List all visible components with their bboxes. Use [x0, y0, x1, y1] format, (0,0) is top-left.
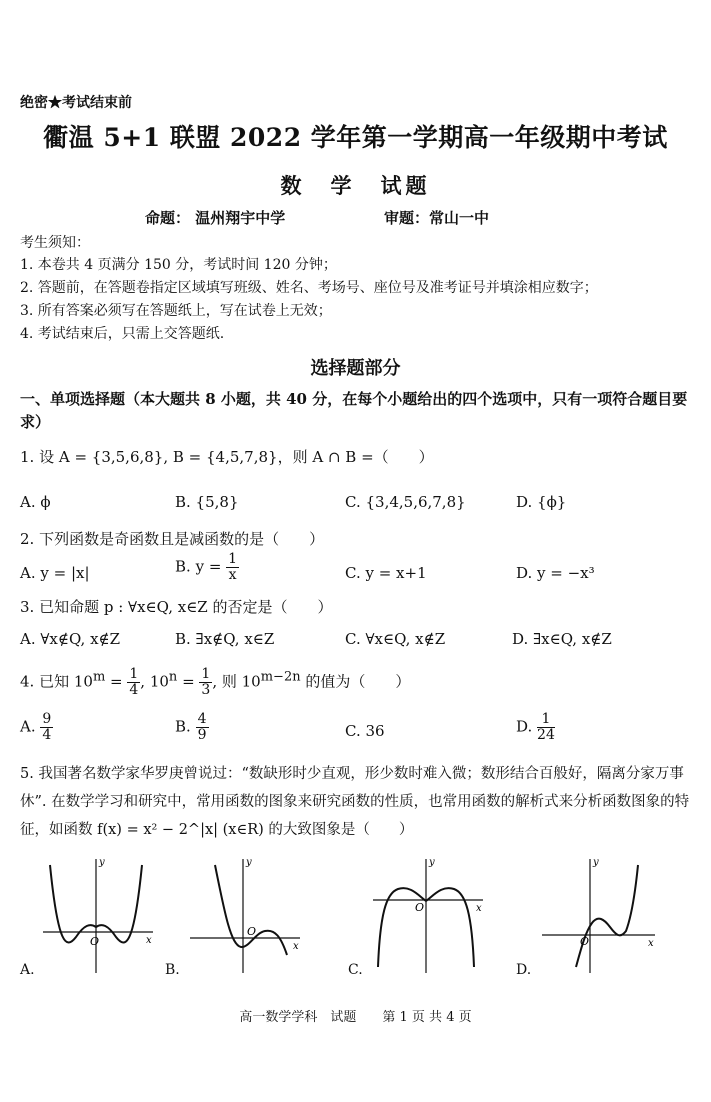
q2-option-b-fraction: [226, 552, 239, 583]
q2-option-b: [175, 552, 239, 583]
fraction-numerator: 4: [197, 711, 207, 727]
q4-fraction: [127, 667, 140, 698]
reviewer: 审题：常山一中: [384, 209, 490, 227]
x-label: x: [146, 935, 152, 946]
fraction-denominator: x: [228, 567, 237, 583]
q4-option-fraction: [40, 712, 53, 743]
question-5-stem: 5. 我国著名数学家华罗庚曾说过：“数缺形时少直观，形少数时难入微；数形结合百般好，隔离分家万事休”. 在数学学习和研究中，常用函数的图象来研究函数的性质，也常用函数的解析式来分析函数图象的特征，如函数 f(x) = x² − 2^|x| (x∈R) 的大致图象是（ ）: [20, 766, 690, 838]
q4-option-a: [20, 712, 53, 743]
fraction-denominator: 24: [537, 727, 555, 743]
q4-option-d: [516, 712, 555, 743]
q5-option-d: D.: [516, 962, 532, 978]
fraction-numerator: 1: [201, 666, 211, 682]
q2-option-d: D. y = −x³: [516, 564, 595, 582]
q1-option-b: B. {5,8}: [175, 493, 239, 511]
q5-graph-c: [368, 855, 488, 975]
q4-text: =: [105, 672, 128, 691]
fraction-numerator: 1: [228, 551, 238, 567]
question-3-stem: 3. 已知命题 p : ∀x∈Q, x∈Z 的否定是（ ）: [20, 598, 333, 616]
x-label: x: [648, 938, 654, 949]
x-label: x: [476, 903, 482, 914]
question-1-stem: 1. 设 A = {3,5,6,8}, B = {4,5,7,8}，则 A ∩ B =（ ）: [20, 448, 434, 466]
notice-heading: 考生须知：: [20, 235, 90, 251]
notice-item: 3. 所有答案必须写在答题纸上，写在试卷上无效；: [20, 303, 332, 319]
q4-exp: n: [168, 669, 178, 685]
q4-option-letter: D.: [516, 717, 533, 736]
q5-option-a: A.: [20, 962, 35, 978]
q4-option-fraction: [537, 712, 555, 743]
origin-label: O: [247, 925, 257, 938]
exam-title: 衢温 5+1 联盟 2022 学年第一学期高一年级期中考试: [43, 123, 668, 152]
part-heading: 一、单项选择题（本大题共 8 小题，共 40 分，在每个小题给出的四个选项中，只有一项符合题目要求）: [20, 390, 688, 431]
q2-option-a: A. y = |x|: [20, 564, 90, 582]
q5-option-b: B.: [165, 962, 180, 978]
notice-item: 1. 本卷共 4 页满分 150 分，考试时间 120 分钟；: [20, 257, 337, 273]
q4-exp: m: [92, 669, 106, 685]
page-footer: 高一数学学科 试题 第 1 页 共 4 页: [239, 1010, 472, 1025]
q2-option-c: C. y = x+1: [345, 564, 427, 582]
fraction-numerator: 9: [42, 711, 52, 727]
question-4-stem: [20, 667, 410, 698]
q3-option-c: C. ∀x∈Q, x∉Z: [345, 630, 446, 648]
y-label: y: [429, 857, 435, 868]
origin-label: O: [90, 935, 100, 948]
q4-option-letter: A.: [20, 717, 36, 736]
q4-option-c: C. 36: [345, 722, 385, 740]
q5-graph-d: [540, 855, 660, 975]
q2-option-b-prefix: y =: [195, 557, 222, 576]
q4-fraction: [199, 667, 212, 698]
y-label: y: [99, 857, 105, 868]
q1-option-d: D. {ϕ}: [516, 493, 567, 511]
q4-text: , 则 10: [212, 672, 261, 691]
q3-option-a: A. ∀x∉Q, x∉Z: [20, 630, 121, 648]
setter: 命题： 温州翔宇中学: [145, 209, 286, 227]
q4-exp: m−2n: [260, 669, 301, 685]
fraction-denominator: 4: [129, 682, 139, 698]
q1-option-a: A. ϕ: [20, 493, 51, 511]
q5-option-c: C.: [348, 962, 363, 978]
q4-text: 的值为（ ）: [300, 672, 411, 691]
q1-option-c: C. {3,4,5,6,7,8}: [345, 493, 466, 511]
subject-title: 数 学 试题: [280, 173, 431, 198]
curve: [215, 865, 287, 955]
q4-option-b: [175, 712, 209, 743]
y-label: y: [246, 857, 252, 868]
fraction-numerator: 1: [129, 666, 139, 682]
q3-option-d: D. ∃x∈Q, x∉Z: [512, 630, 612, 648]
q2-option-b-letter: B.: [175, 557, 191, 576]
q4-option-fraction: [196, 712, 209, 743]
origin-label: O: [415, 901, 425, 914]
question-2-stem: 2. 下列函数是奇函数且是减函数的是（ ）: [20, 530, 325, 548]
curve: [576, 865, 638, 967]
x-label: x: [293, 941, 299, 952]
fraction-denominator: 3: [201, 682, 211, 698]
y-label: y: [593, 857, 599, 868]
origin-label: O: [580, 935, 590, 948]
q3-option-b: B. ∃x∉Q, x∈Z: [175, 630, 275, 648]
q4-text: , 10: [140, 672, 169, 691]
q4-option-letter: B.: [175, 717, 191, 736]
confidential-mark: 绝密★考试结束前: [20, 95, 132, 111]
q4-text: =: [177, 672, 200, 691]
q5-graph-b: [185, 855, 305, 975]
q4-text: 4. 已知 10: [20, 672, 93, 691]
notice-item: 4. 考试结束后，只需上交答题纸.: [20, 326, 225, 342]
q5-graph-a: [38, 855, 158, 975]
notice-item: 2. 答题前，在答题卷指定区域填写班级、姓名、考场号、座位号及准考证号并填涂相应数字；: [20, 280, 598, 296]
fraction-denominator: 4: [42, 727, 52, 743]
fraction-denominator: 9: [197, 727, 207, 743]
fraction-numerator: 1: [537, 712, 555, 728]
section-title: 选择题部分: [310, 358, 401, 379]
